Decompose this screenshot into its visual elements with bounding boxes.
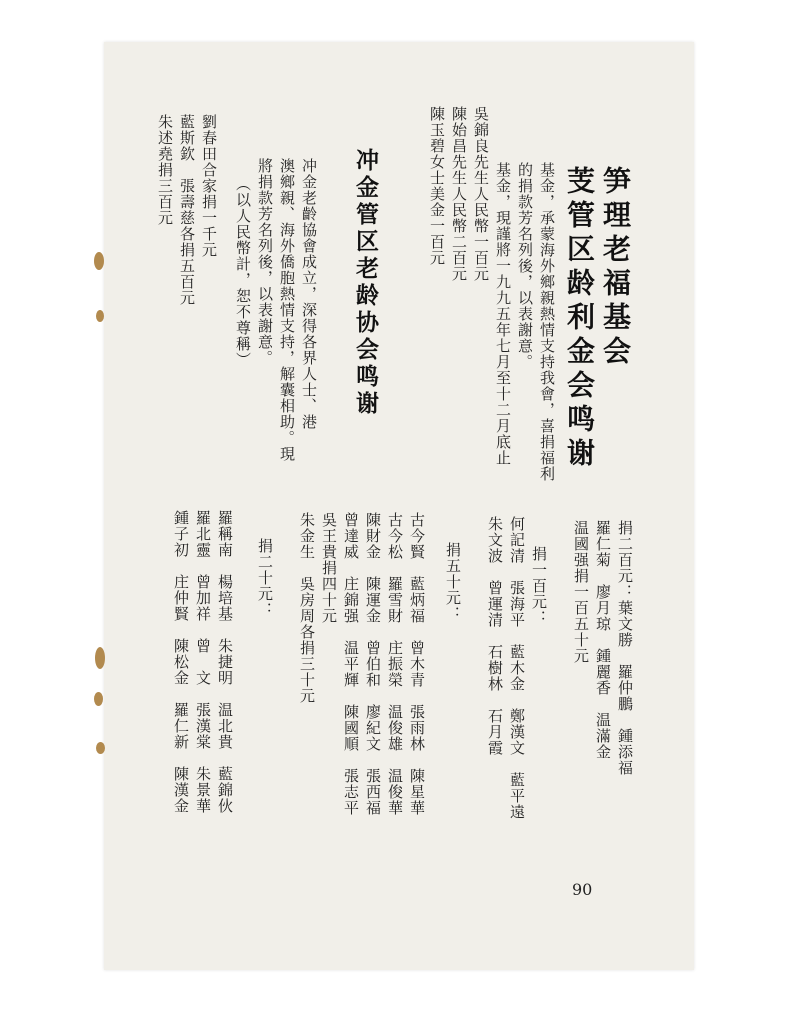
lower-line-12: 吳王貴捐四十元 xyxy=(320,512,338,624)
lower-line-9: 古今松 羅雪財 庄振榮 温俊雄 温俊華 xyxy=(386,512,404,816)
upper-left-line-4: （以人民幣計，恕不尊稱） xyxy=(234,176,252,368)
lower-line-4: 捐一百元： xyxy=(530,546,548,626)
lower-line-17: 鍾子初 庄仲賢 陳松金 羅仁新 陳漢金 xyxy=(172,510,190,814)
lower-line-10: 陳財金 陳運金 曾伯和 廖紀文 張西福 xyxy=(364,512,382,816)
lower-line-15: 羅稱南 楊培基 朱捷明 温北貴 藍錦伙 xyxy=(216,510,234,814)
lower-line-16: 羅北靈 曾加祥 曾 文 張漢棠 朱景華 xyxy=(194,510,212,814)
lower-line-8: 古今賢 藍炳福 曾木青 張雨林 陳星華 xyxy=(408,512,426,816)
upper-left-line-2: 澳鄉親、海外僑胞熱情支持，解囊相助。現 xyxy=(278,158,296,462)
upper-left-line-3: 將捐款芳名列後，以表謝意。 xyxy=(256,158,274,366)
upper-right-line-5: 陳始昌先生人民幣二百元 xyxy=(450,106,468,282)
lower-line-5: 何記清 張海平 藍木金 鄭漢文 藍平遠 xyxy=(508,516,526,820)
lower-line-1: 捐二百元：葉文勝 羅仲鵬 鍾添福 xyxy=(616,520,634,776)
lower-line-2: 羅仁菊 廖月琼 鍾麗香 温滿金 xyxy=(594,520,612,760)
lower-line-6: 朱文波 曾運清 石樹林 石月霞 xyxy=(486,516,504,756)
page-number: 90 xyxy=(572,880,593,899)
lower-line-3: 温國强捐一百五十元 xyxy=(572,520,590,664)
upper-left-line-5: 劉春田合家捐一千元 xyxy=(200,114,218,258)
lower-line-11: 曾達威 庄錦强 温平輝 陳國順 張志平 xyxy=(342,512,360,816)
title-right-line-2: 芰管区龄利金会鸣谢 xyxy=(563,166,596,472)
upper-right-line-6: 陳玉碧女士美金一百元 xyxy=(428,106,446,266)
title-middle: 冲金管区老龄协会鸣谢 xyxy=(352,148,379,418)
lower-line-13: 朱金生 吳房周各捐三十元 xyxy=(298,512,316,704)
upper-left-line-1: 冲金老齡協會成立，深得各界人士、港 xyxy=(300,158,318,430)
upper-right-line-1: 基金，承蒙海外鄉親熱情支持我會，喜捐福利 xyxy=(538,162,556,482)
upper-left-line-6: 藍斯欽 張壽慈各捐五百元 xyxy=(178,114,196,306)
upper-right-line-4: 吳錦良先生人民幣一百元 xyxy=(472,106,490,282)
lower-line-14: 捐二十元： xyxy=(256,538,274,618)
lower-line-7: 捐五十元： xyxy=(444,542,462,622)
upper-right-line-2: 的捐款芳名列後，以表謝意。 xyxy=(516,162,534,370)
upper-right-line-3: 基金，現謹將一九九五年七月至十二月底止 xyxy=(494,162,512,466)
upper-left-line-7: 朱述堯捐三百元 xyxy=(156,114,174,226)
title-right-line-1: 笋理老福基会 xyxy=(599,166,632,370)
